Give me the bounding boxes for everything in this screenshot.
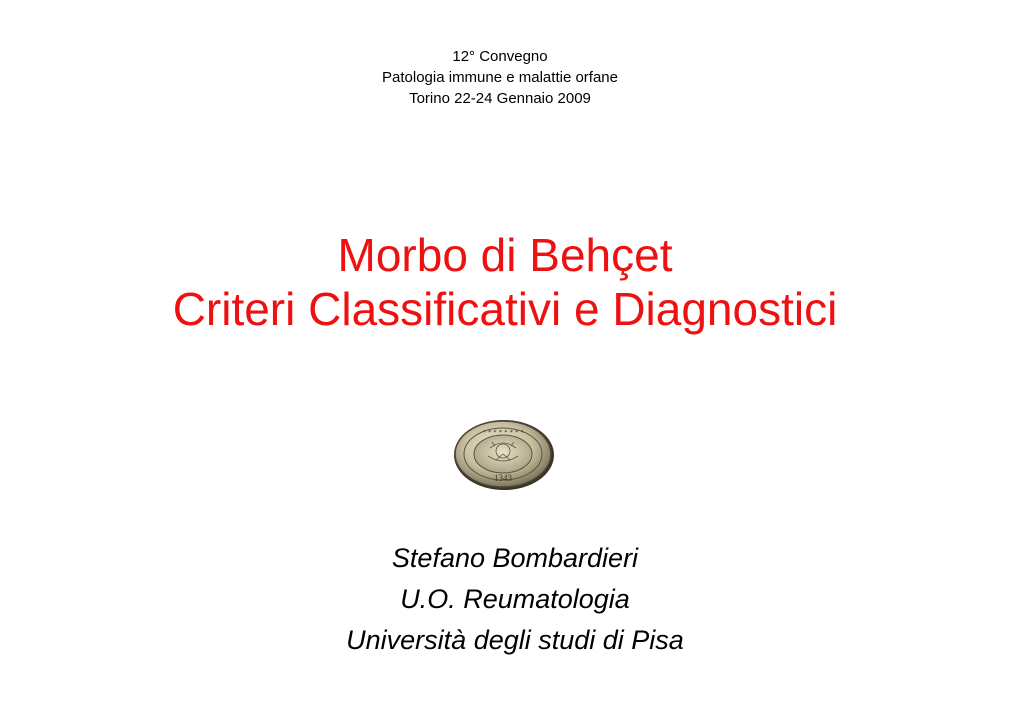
conference-header — [305, 46, 695, 109]
author-department: U.O. Reumatologia — [400, 584, 630, 614]
author-block — [290, 538, 740, 661]
slide-title — [60, 228, 950, 336]
seal-year: 1343 — [494, 473, 512, 483]
conference-edition: 12° Convegno — [452, 48, 548, 65]
university-seal-icon — [452, 418, 556, 492]
conference-date-place: Torino 22-24 Gennaio 2009 — [409, 90, 591, 107]
svg-text:✶ ✶ ✶ ✶ ✶ ✶ ✶ ✶: ✶ ✶ ✶ ✶ ✶ ✶ ✶ ✶ — [482, 430, 525, 435]
conference-name: Patologia immune e malattie orfane — [382, 69, 618, 86]
title-line-1: Morbo di Behçet — [337, 229, 673, 281]
title-line-2: Criteri Classificativi e Diagnostici — [172, 283, 838, 335]
author-university: Università degli studi di Pisa — [346, 625, 684, 655]
author-name: Stefano Bombardieri — [391, 543, 639, 573]
